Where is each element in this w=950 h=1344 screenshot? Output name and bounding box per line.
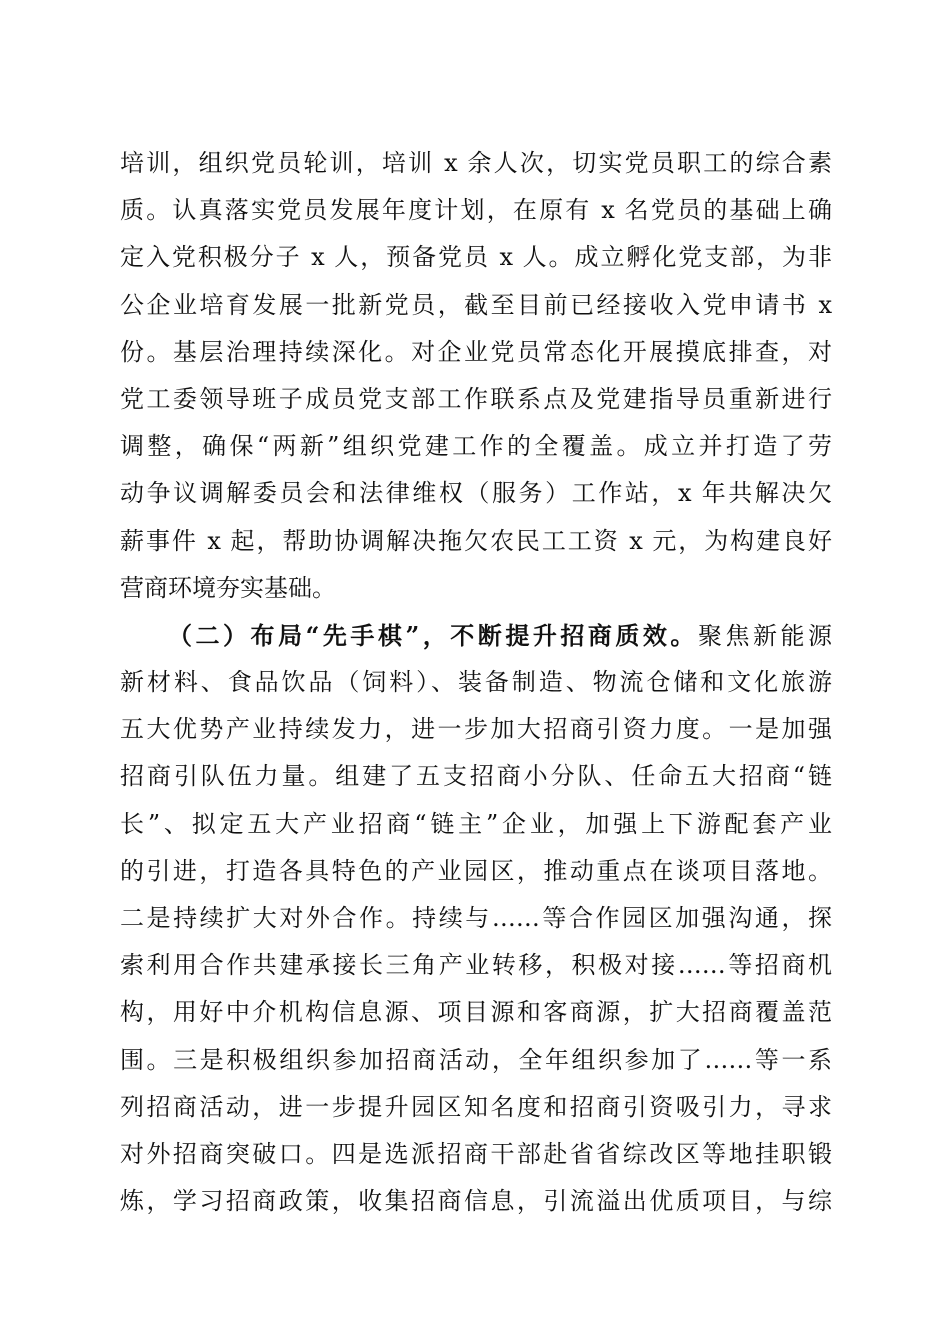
text-line: 新材料、食品饮品（饲料）、装备制造、物流仓储和文化旅游 bbox=[120, 668, 832, 697]
text-line: 动争议调解委员会和法律维权（服务）工作站，x 年共解决欠 bbox=[120, 479, 832, 508]
body-text bbox=[120, 140, 832, 1225]
text-line: 培训，组织党员轮训，培训 x 余人次，切实党员职工的综合素 bbox=[120, 149, 832, 177]
text-line: 索利用合作共建承接长三角产业转移，积极对接……等招商机 bbox=[120, 951, 832, 980]
text-line: 二是持续扩大对外合作。持续与……等合作园区加强沟通，探 bbox=[120, 904, 832, 932]
text-line: 招商引队伍力量。组建了五支招商小分队、任命五大招商“链 bbox=[120, 762, 832, 791]
text-line: 定入党积极分子 x 人，预备党员 x 人。成立孵化党支部，为非 bbox=[120, 243, 832, 272]
text-line: 薪事件 x 起，帮助协调解决拖欠农民工工资 x 元，为构建良好 bbox=[120, 526, 832, 555]
text-line: 长”、拟定五大产业招商“链主”企业，加强上下游配套产业 bbox=[120, 809, 832, 838]
section-first-line bbox=[120, 612, 832, 659]
text-line: 份。基层治理持续深化。对企业党员常态化开展摸底排查，对 bbox=[120, 337, 832, 366]
text-line: 党工委领导班子成员党支部工作联系点及党建指导员重新进行 bbox=[120, 384, 832, 413]
text-line: 的引进，打造各具特色的产业园区，推动重点在谈项目落地。 bbox=[120, 856, 832, 885]
section-first-line-rest: 聚焦新能源 bbox=[697, 621, 832, 650]
text-line: 质。认真落实党员发展年度计划，在原有 x 名党员的基础上确 bbox=[120, 196, 832, 225]
text-line: 构，用好中介机构信息源、项目源和客商源，扩大招商覆盖范 bbox=[120, 998, 832, 1027]
text-line: 炼，学习招商政策，收集招商信息，引流溢出优质项目，与综 bbox=[120, 1187, 832, 1216]
text-line: 列招商活动，进一步提升园区知名度和招商引资吸引力，寻求 bbox=[120, 1092, 832, 1121]
text-line: 围。三是积极组织参加招商活动，全年组织参加了……等一系 bbox=[120, 1045, 832, 1074]
text-line: 对外招商突破口。四是选派招商干部赴省省综改区等地挂职锻 bbox=[120, 1139, 832, 1168]
text-line: 公企业培育发展一批新党员，截至目前已经接收入党申请书 x bbox=[120, 290, 832, 319]
section-heading: （二）布局“先手棋”，不断提升招商质效。 bbox=[168, 620, 698, 650]
text-line: 五大优势产业持续发力，进一步加大招商引资力度。一是加强 bbox=[120, 715, 832, 744]
text-line: 调整，确保“两新”组织党建工作的全覆盖。成立并打造了劳 bbox=[120, 432, 832, 461]
paragraph-end-line: 营商环境夯实基础。 bbox=[120, 573, 336, 602]
